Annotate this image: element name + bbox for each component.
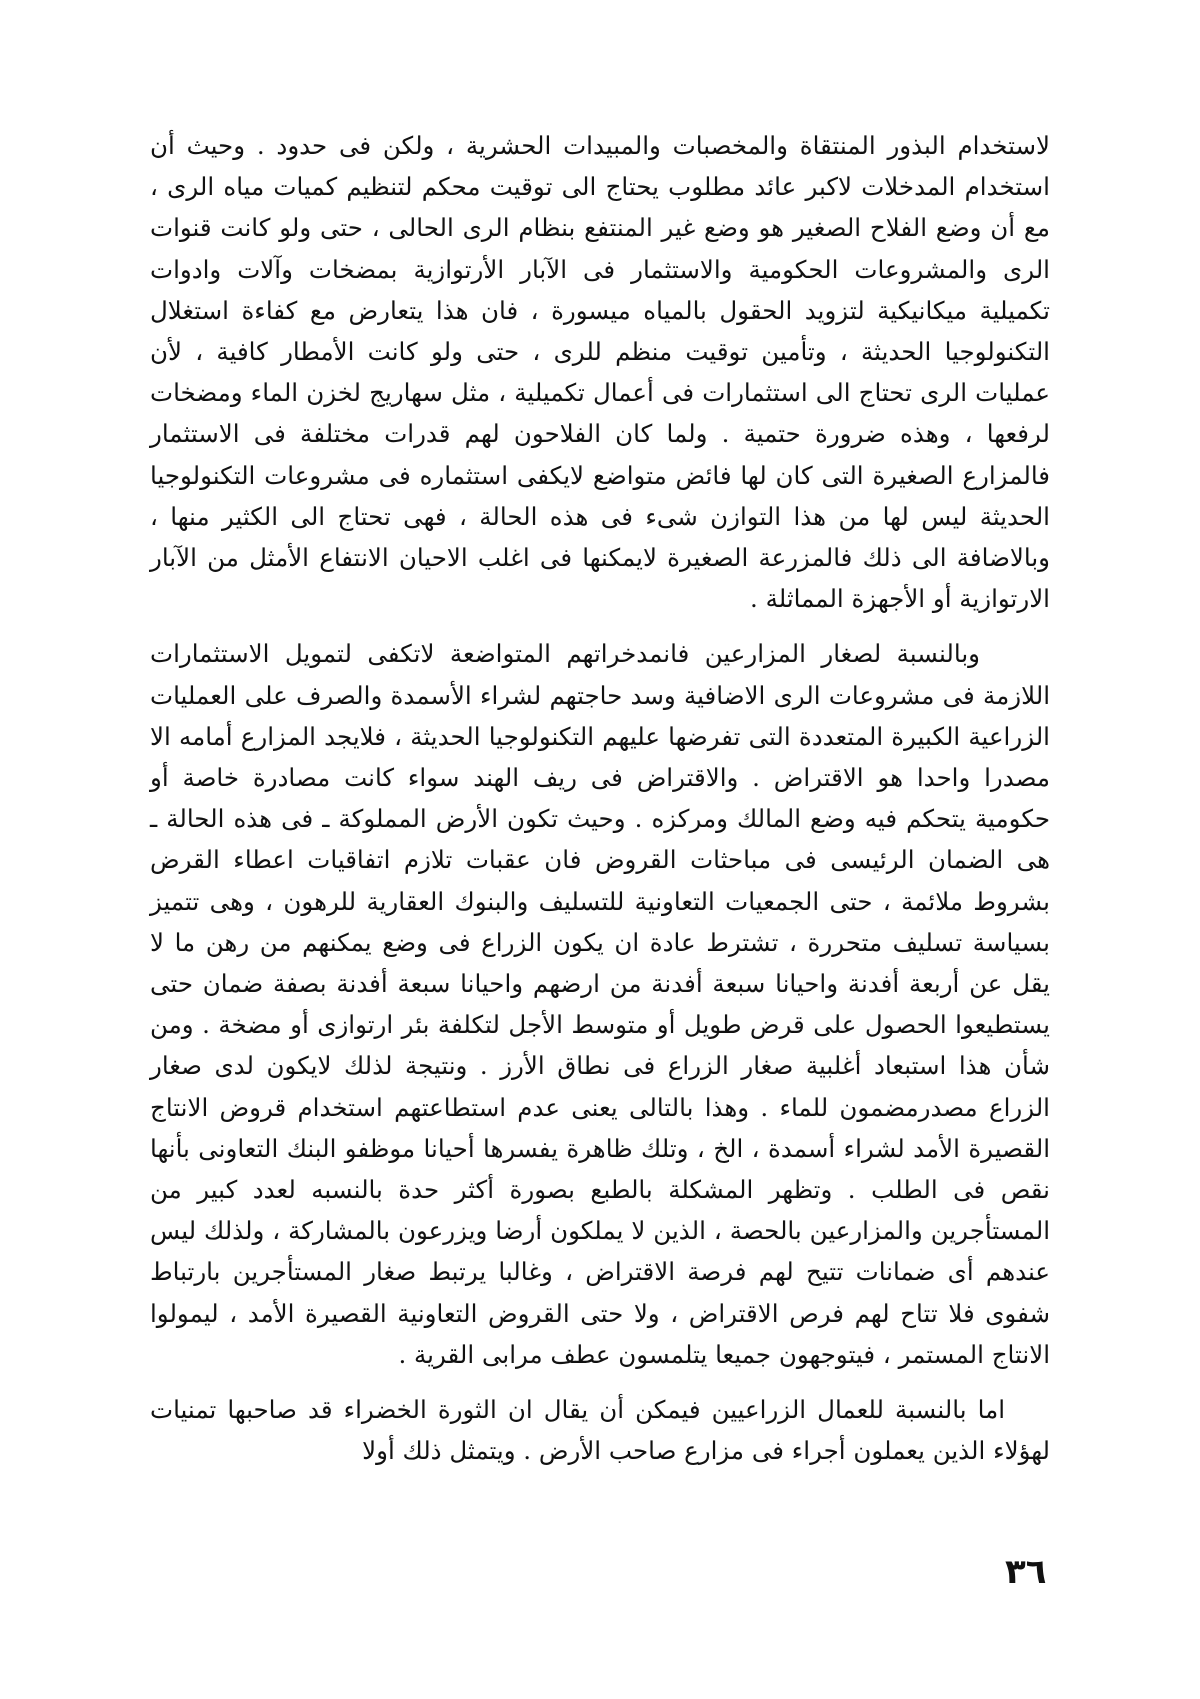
- paragraph-1: [150, 125, 1050, 619]
- page-body: [150, 125, 1050, 1472]
- paragraph-3-text: اما بالنسبة للعمال الزراعيين فيمكن أن يقال ان الثورة الخضراء قد صاحبها تمنيات لهؤلاء الذين يعملون أجراء فى مزارع صاحب الأرض . ويتمثل ذلك أولا: [150, 1395, 1050, 1466]
- paragraph-2: [150, 633, 1050, 1375]
- paragraph-3: [150, 1389, 1050, 1471]
- page-number: ٣٦: [1005, 1552, 1047, 1592]
- paragraph-2-text: وبالنسبة لصغار المزارعين فانمدخراتهم المتواضعة لاتكفى لتمويل الاستثمارات اللازمة فى مشروعات الرى الاضافية وسد حاجتهم لشراء الأسمدة والصرف على العمليات الزراعية الكبيرة المتعددة التى تفرضها عليهم التكنولوجيا الحديثة ، فلايجد المزارع أمامه الا مصدرا واحدا هو الاقتراض . والاقتراض فى ريف الهند سواء كانت مصادرة خاصة أو حكومية يتحكم فيه وضع المالك ومركزه . وحيث تكون الأرض المملوكة ـ فى هذه الحالة ـ هى الضمان الرئيسى فى مباحثات القروض فان عقبات تلازم اتفاقيات اعطاء القرض بشروط ملائمة ، حتى الجمعيات التعاونية للتسليف والبنوك العقارية للرهون ، وهى تتميز بسياسة تسليف متحررة ، تشترط عادة ان يكون الزراع فى وضع يمكنهم من رهن ما لا يقل عن أربعة أفدنة واحيانا سبعة أفدنة من ارضهم واحيانا سبعة أفدنة بصفة ضمان حتى يستطيعوا الحصول على قرض طويل أو متوسط الأجل لتكلفة بئر ارتوازى أو مضخة . ومن شأن هذا استبعاد أغلبية صغار الزراع فى نطاق الأرز . ونتيجة لذلك لايكون لدى صغار الزراع مصدرمضمون للماء . وهذا بالتالى يعنى عدم استطاعتهم استخدام قروض الانتاج القصيرة الأمد لشراء أسمدة ، الخ ، وتلك ظاهرة يفسرها أحيانا موظفو البنك التعاونى بأنها نقص فى الطلب . وتظهر المشكلة بالطبع بصورة أكثر حدة بالنسبه لعدد كبير من المستأجرين والمزارعين بالحصة ، الذين لا يملكون أرضا ويزرعون بالمشاركة ، ولذلك ليس عندهم أى ضمانات تتيح لهم فرصة الاقتراض ، وغالبا يرتبط صغار المستأجرين بارتباط شفوى فلا تتاح لهم فرص الاقتراض ، ولا حتى القروض التعاونية القصيرة الأمد ، ليمولوا الانتاج المستمر ، فيتوجهون جميعا يتلمسون عطف مرابى القرية .: [150, 639, 1050, 1369]
- paragraph-1-text: لاستخدام البذور المنتقاة والمخصبات والمبيدات الحشرية ، ولكن فى حدود . وحيث أن استخدام المدخلات لاكبر عائد مطلوب يحتاج الى توقيت محكم لتنظيم كميات مياه الرى ، مع أن وضع الفلاح الصغير هو وضع غير المنتفع بنظام الرى الحالى ، حتى ولو كانت قنوات الرى والمشروعات الحكومية والاستثمار فى الآبار الأرتوازية بمضخات وآلات وادوات تكميلية ميكانيكية لتزويد الحقول بالمياه ميسورة ، فان هذا يتعارض مع كفاءة استغلال التكنولوجيا الحديثة ، وتأمين توقيت منظم للرى ، حتى ولو كانت الأمطار كافية ، لأن عمليات الرى تحتاج الى استثمارات فى أعمال تكميلية ، مثل سهاريج لخزن الماء ومضخات لرفعها ، وهذه ضرورة حتمية . ولما كان الفلاحون لهم قدرات مختلفة فى الاستثمار فالمزارع الصغيرة التى كان لها فائض متواضع لايكفى استثماره فى مشروعات التكنولوجيا الحديثة ليس لها من هذا التوازن شىء فى هذه الحالة ، فهى تحتاج الى الكثير منها ، وبالاضافة الى ذلك فالمزرعة الصغيرة لايمكنها فى اغلب الاحيان الانتفاع الأمثل من الآبار الارتوازية أو الأجهزة المماثلة .: [150, 131, 1050, 614]
